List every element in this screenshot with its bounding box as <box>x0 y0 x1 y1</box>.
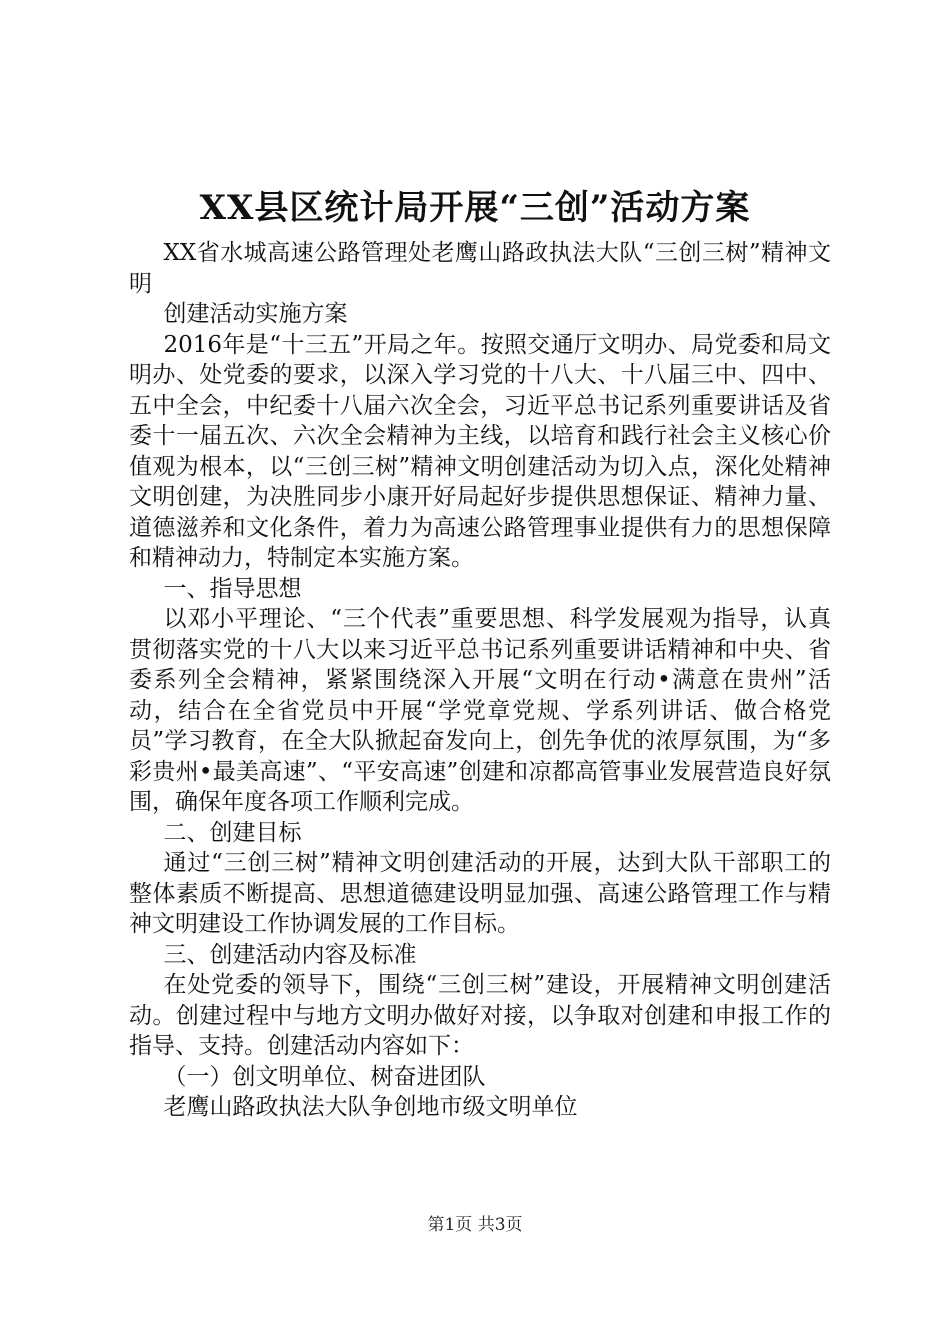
document-title: XX县区统计局开展“三创”活动方案 <box>199 188 751 228</box>
paragraph-content: 在处党委的领导下，围绕“三创三树”建设，开展精神文明创建活动。创建过程中与地方文明办做好对接，以争取对创建和申报工作的指导、支持。创建活动内容如下： <box>129 972 831 1059</box>
page-number: 第1页 共3页 <box>427 1215 523 1235</box>
paragraph-civilized-unit: 老鹰山路政执法大队争创地市级文明单位 <box>163 1094 578 1120</box>
paragraph-goals: 通过“三创三树”精神文明创建活动的开展，达到大队干部职工的整体素质不断提高、思想道德建设明显加强、高速公路管理工作与精神文明建设工作协调发展的工作目标。 <box>129 850 831 937</box>
paragraph-guiding-thought: 以邓小平理论、“三个代表”重要思想、科学发展观为指导，认真贯彻落实党的十八大以来习近平总书记系列重要讲话精神和中央、省委系列全会精神，紧紧围绕深入开展“文明在行动•满意在贵州”活动，结合在全省党员中开展“学党章党规、学系列讲话、做合格党员”学习教育，在全大队掀起奋发向上，创先争优的浓厚氛围，为“多彩贵州•最美高速”、“平安高速”创建和凉都高管事业发展营造良好氛围，确保年度各项工作顺利完成。 <box>129 606 831 815</box>
paragraph-plan-title: 创建活动实施方案 <box>163 301 348 327</box>
paragraph-organization: XX省水城高速公路管理处老鹰山路政执法大队“三创三树”精神文明 <box>129 240 831 297</box>
paragraph-intro: 2016年是“十三五”开局之年。按照交通厅文明办、局党委和局文明办、处党委的要求，以深入学习党的十八大、十八届三中、四中、五中全会，中纪委十八届六次全会，习近平总书记系列重要讲话及省委十一届五次、六次全会精神为主线，以培育和践行社会主义核心价值观为根本，以“三创三树”精神文明创建活动为切入点，深化处精神文明创建，为决胜同步小康开好局起好步提供思想保证、精神力量、道德滋养和文化条件，着力为高速公路管理事业提供有力的思想保障和精神动力，特制定本实施方案。 <box>129 331 831 571</box>
section-heading-content: 三、创建活动内容及标准 <box>163 941 417 968</box>
section-heading-goals: 二、创建目标 <box>163 819 302 846</box>
document-body <box>129 238 831 1123</box>
subsection-heading-civilized-unit: （一）创文明单位、树奋进团队 <box>163 1063 486 1090</box>
section-heading-guiding-thought: 一、指导思想 <box>163 575 302 602</box>
